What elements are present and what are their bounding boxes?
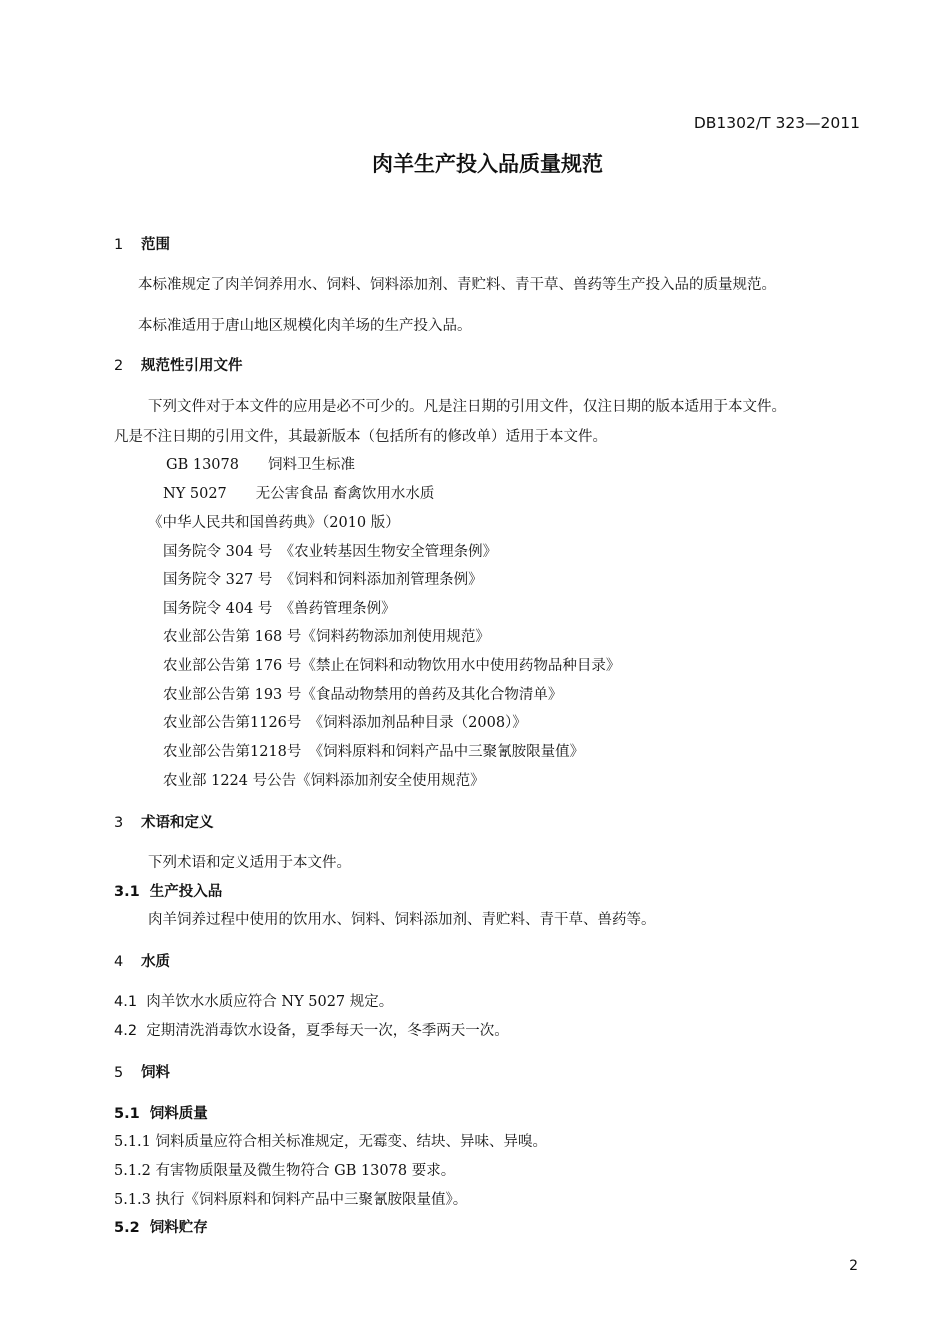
subsection-3-1-heading [114, 880, 222, 901]
page-number: 2 [849, 1258, 858, 1274]
paragraph: 本标准适用于唐山地区规模化肉羊场的生产投入品。 [138, 318, 472, 334]
reference-item: 农业部公告第 176 号《禁止在饲料和动物饮用水中使用药物品种目录》 [163, 658, 621, 674]
reference-item: 《中华人民共和国兽药典》（2010 版） [148, 515, 400, 531]
reference-item: 农业部公告第1218号 《饲料原料和饲料产品中三聚氰胺限量值》 [163, 744, 585, 760]
section-2-heading [114, 354, 243, 375]
reference-item: 国务院令 404 号 《兽药管理条例》 [163, 601, 396, 617]
clause-4-1 [114, 990, 393, 1011]
section-title: 饲料 [141, 1065, 170, 1081]
subsection-title: 饲料质量 [149, 1106, 208, 1122]
subsection-title: 饲料贮存 [149, 1220, 208, 1236]
subsection-5-1-heading [114, 1102, 208, 1123]
paragraph: 下列术语和定义适用于本文件。 [148, 855, 351, 871]
reference-item: 农业部公告第 193 号《食品动物禁用的兽药及其化合物清单》 [163, 687, 563, 703]
reference-item: 农业部公告第1126号 《饲料添加剂品种目录（2008）》 [163, 715, 527, 731]
section-5-heading [114, 1061, 170, 1082]
section-4-heading [114, 950, 170, 971]
subsection-title: 生产投入品 [149, 884, 223, 900]
clause-item: 5.1.1 饲料质量应符合相关标准规定，无霉变、结块、异味、异嗅。 [114, 1134, 548, 1150]
section-title: 术语和定义 [141, 815, 214, 831]
clause-item: 5.1.2 有害物质限量及微生物符合 GB 13078 要求。 [114, 1163, 456, 1179]
subsection-number: 3.1 [114, 884, 140, 900]
clause-number: 4.1 [114, 994, 138, 1010]
section-number: 5 [114, 1065, 124, 1081]
paragraph: 下列文件对于本文件的应用是必不可少的。凡是注日期的引用文件，仅注日期的版本适用于本文件。 [148, 399, 786, 415]
document-number: DB1302/T 323—2011 [693, 114, 860, 132]
clause-4-2 [114, 1019, 509, 1040]
subsection-5-2-heading [114, 1216, 208, 1237]
section-title: 水质 [141, 954, 170, 970]
clause-text: 定期清洗消毒饮水设备，夏季每天一次，冬季两天一次。 [146, 1023, 509, 1039]
section-number: 1 [114, 237, 124, 253]
paragraph: 凡是不注日期的引用文件，其最新版本（包括所有的修改单）适用于本文件。 [114, 429, 607, 445]
section-3-heading [114, 811, 214, 832]
clause-item: 5.1.3 执行《饲料原料和饲料产品中三聚氰胺限量值》。 [114, 1192, 468, 1208]
page-title: 肉羊生产投入品质量规范 [372, 152, 603, 176]
section-number: 3 [114, 815, 124, 831]
section-1-heading [114, 233, 170, 254]
reference-item: 国务院令 327 号 《饲料和饲料添加剂管理条例》 [163, 572, 483, 588]
section-number: 4 [114, 954, 124, 970]
reference-item: GB 13078 饲料卫生标准 [166, 457, 355, 473]
paragraph: 本标准规定了肉羊饲养用水、饲料、饲料添加剂、青贮料、青干草、兽药等生产投入品的质量规范。 [138, 277, 776, 293]
reference-item: 农业部公告第 168 号《饲料药物添加剂使用规范》 [163, 629, 490, 645]
reference-item: NY 5027 无公害食品 畜禽饮用水水质 [163, 486, 435, 502]
clause-number: 4.2 [114, 1023, 138, 1039]
subsection-number: 5.2 [114, 1220, 140, 1236]
reference-item: 农业部 1224 号公告《饲料添加剂安全使用规范》 [163, 773, 485, 789]
section-title: 范围 [141, 237, 170, 253]
section-title: 规范性引用文件 [141, 358, 243, 374]
clause-text: 肉羊饮水水质应符合 NY 5027 规定。 [146, 994, 394, 1010]
reference-item: 国务院令 304 号 《农业转基因生物安全管理条例》 [163, 544, 498, 560]
section-number: 2 [114, 358, 124, 374]
paragraph: 肉羊饲养过程中使用的饮用水、饲料、饲料添加剂、青贮料、青干草、兽药等。 [148, 912, 656, 928]
subsection-number: 5.1 [114, 1106, 140, 1122]
